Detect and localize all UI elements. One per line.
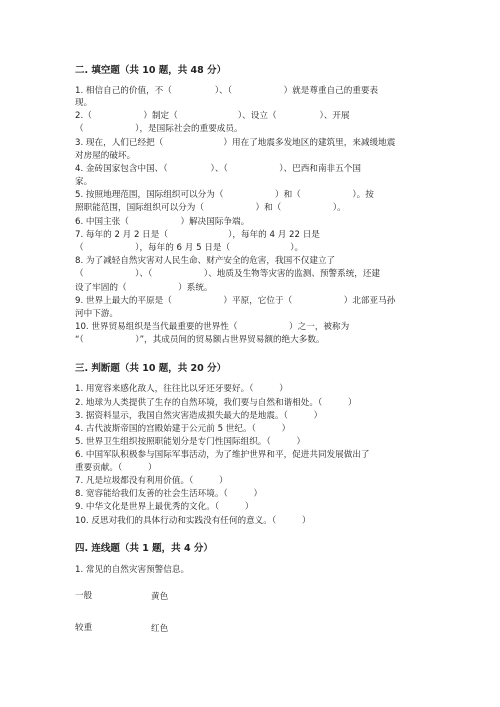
question-line: 5. 按照地理范围，国际组织可以分为（ ）和（ ）。按 (75, 190, 374, 200)
question-line: （ ），每年的 6 月 5 日是（ ）。 (75, 243, 304, 253)
question-line: 家。 (75, 177, 93, 187)
matching-left-item: 一般 (75, 591, 93, 601)
question-line: 6. 中国军队积极参与国际军事活动，为了维护世界和平，促进共同发展做出了 (75, 450, 370, 460)
matching-right-item: 黄色 (151, 592, 169, 602)
question-line: 4. 古代波斯帝国的宫殿始建于公元前 5 世纪。（ ） (75, 424, 291, 434)
question-line: 1. 常见的自然灾害预警信息。 (75, 565, 190, 575)
question-line: 9. 中华文化是世界上最优秀的文化。（ ） (75, 502, 254, 512)
question-line: 9. 世界上最大的平原是（ ）平原，它位于（ ）北部亚马孙 (75, 296, 396, 306)
question-line: （ ）、（ ）、地质及生物等灾害的监测、预警系统，还建 (75, 269, 381, 279)
question-line: 重要贡献。（ ） (75, 463, 157, 473)
question-line: 设了牢固的（ ）系统。 (75, 283, 213, 293)
matching-left-item: 较重 (75, 623, 93, 633)
section-heading-true-false: 三. 判断题（共 10 题，共 20 分） (75, 363, 227, 374)
question-line: 照职能范围，国际组织可以分为（ ）和（ ）。 (75, 203, 346, 213)
question-line: 2. 地球为人类提供了生存的自然环境，我们要与自然和谐相处。（ ） (75, 398, 357, 408)
question-line: 8. 宽容能给我们友善的社会生活环境。（ ） (75, 489, 263, 499)
section-heading-matching: 四. 连线题（共 1 题，共 4 分） (75, 543, 213, 554)
question-line: 7. 凡是垃圾都没有利用价值。（ ） (75, 476, 228, 486)
question-line: 3. 现在，人们已经把（ ）用在了地震多发地区的建筑里，来减缓地震 (75, 138, 396, 148)
question-line: 2.（ ）制定（ ）、设立（ ）、开展 (75, 111, 350, 121)
question-line: 3. 据资料显示，我国自然灾害造成损失最大的是地震。（ ） (75, 411, 323, 421)
question-line: 6. 中国主张（ ）解决国际争端。 (75, 217, 250, 227)
question-line: 河中下游。 (75, 309, 118, 319)
question-line: “（ ）”，其成员间的贸易额占世界贸易额的绝大多数。 (75, 335, 325, 345)
question-line: 1. 用宽容来感化敌人，往往比以牙还牙要好。（ ） (75, 384, 288, 394)
section-heading-fill-blank: 二. 填空题（共 10 题，共 48 分） (75, 65, 227, 76)
question-line: 现。 (75, 98, 93, 108)
matching-right-item: 红色 (151, 624, 169, 634)
question-line: 7. 每年的 2 月 2 日是（ ），每年的 4 月 22 日是 (75, 230, 320, 240)
question-line: 10. 世界贸易组织是当代最重要的世界性（ ）之一，被称为 (75, 322, 350, 332)
question-line: 1. 相信自己的价值，不（ ）、（ ）就是尊重自己的重要表 (75, 86, 379, 96)
question-line: 对房屋的破坏。 (75, 151, 136, 161)
question-line: 4. 金砖国家包含中国、（ ）、（ ）、巴西和南非五个国 (75, 164, 361, 174)
question-line: 8. 为了减轻自然灾害对人民生命、财产安全的危害，我国不仅建立了 (75, 256, 336, 266)
question-line: 10. 反思对我们的具体行动和实践没有任何的意义。（ ） (75, 516, 311, 526)
question-line: 5. 世界卫生组织按照职能划分是专门性国际组织。（ ） (75, 437, 306, 447)
question-line: （ ），是国际社会的重要成员。 (75, 124, 243, 134)
